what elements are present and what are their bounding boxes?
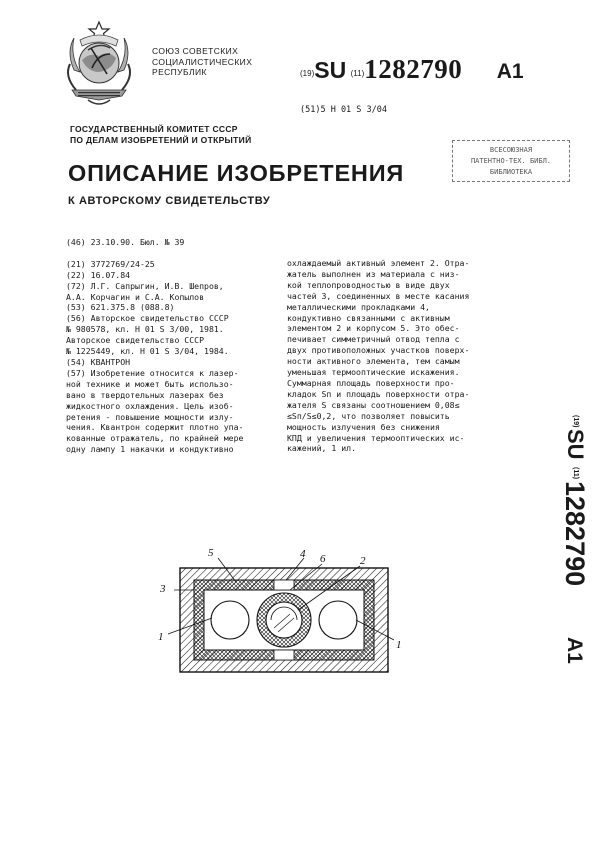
stamp-line: ПАТЕНТНО-ТЕХ. БИБЛ.	[470, 157, 552, 165]
patent-number-header	[300, 54, 524, 85]
text-line: вано в твердотельных лазерах без	[66, 389, 224, 400]
country-name	[152, 46, 252, 78]
vertical-patent-number	[552, 415, 590, 675]
country-line: РЕСПУБЛИК	[152, 67, 207, 77]
patent-number: 1282790	[364, 54, 463, 84]
figure-label-3: 3	[160, 583, 166, 595]
text-line	[66, 248, 243, 259]
text-line: кондуктивно связанными с активным	[287, 312, 450, 323]
document-subtitle: К АВТОРСКОМУ СВИДЕТЕЛЬСТВУ	[68, 195, 271, 207]
vertical-country-code: SU	[563, 429, 588, 460]
committee-name	[70, 124, 251, 146]
text-line: КПД и увеличения термооптических ис-	[287, 432, 465, 443]
text-line: жателя S связаны соотношением 0,08≤	[287, 399, 460, 410]
figure-label-6: 6	[320, 553, 326, 565]
document-title: ОПИСАНИЕ ИЗОБРЕТЕНИЯ	[68, 160, 405, 186]
text-line: (21) 3772769/24-25	[66, 258, 155, 269]
text-line: жатель выполнен из материала с низ-	[287, 268, 460, 279]
text-line: (46) 23.10.90. Бюл. № 39	[66, 237, 185, 247]
text-line: (72) Л.Г. Сапрыгин, И.В. Шепров,	[66, 280, 224, 291]
ussr-emblem-icon	[58, 18, 140, 110]
spacer-bottom	[274, 650, 294, 660]
text-line: Авторское свидетельство СССР	[66, 335, 205, 346]
abstract-column	[287, 258, 469, 454]
text-line: печивает симметричный отвод тепла с	[287, 334, 460, 345]
bibliographic-column	[66, 237, 243, 455]
text-line: ≤Sп/S≤0,2, что позволяет повысить	[287, 410, 450, 421]
text-line: кованные отражатель, по крайней мере	[66, 433, 244, 444]
vertical-inid-19: (19)	[572, 415, 579, 428]
library-stamp	[452, 140, 570, 182]
country-line: СОЦИАЛИСТИЧЕСКИХ	[152, 56, 253, 67]
vertical-kind-code: A1	[563, 637, 586, 664]
country-code: SU	[314, 57, 347, 83]
text-line: частей 3, соединенных в месте касания	[287, 290, 470, 301]
committee-line: ПО ДЕЛАМ ИЗОБРЕТЕНИЙ И ОТКРЫТИЙ	[70, 135, 252, 145]
text-line: № 980578, кл. Н 01 S 3/00, 1981.	[66, 324, 224, 335]
text-line: чения. Квантрон содержит плотно упа-	[66, 422, 244, 433]
pump-lamp-left	[211, 601, 249, 639]
text-line: кой теплопроводностью в виде двух	[287, 279, 450, 290]
text-line: одну лампу 1 накачки и кондуктивно	[66, 444, 234, 455]
pump-lamp-right	[319, 601, 357, 639]
text-line: двух противоположных участков поверх-	[287, 345, 470, 356]
text-line: элементом 2 и корпусом 5. Это обес-	[287, 323, 460, 334]
text-line: (22) 16.07.84	[66, 269, 131, 280]
text-line: ретения - повышение мощности излу-	[66, 411, 234, 422]
figure-label-1-left: 1	[158, 631, 164, 643]
text-line: кажений, 1 ил.	[287, 443, 357, 454]
committee-line: ГОСУДАРСТВЕННЫЙ КОМИТЕТ СССР	[70, 124, 238, 134]
spacer-top	[274, 580, 294, 590]
kind-code: A1	[496, 60, 524, 83]
text-line: ности активного элемента, тем самым	[287, 356, 460, 367]
quantron-drawing	[150, 540, 410, 680]
text-line: (53) 621.375.8 (088.8)	[66, 302, 175, 313]
text-line: (54) КВАНТРОН	[66, 356, 131, 367]
text-line: уменьшая термооптические искажения.	[287, 367, 460, 378]
figure-label-1-right: 1	[396, 639, 402, 651]
inid-code-11: (11)	[350, 69, 365, 78]
text-line: жидкостного охлаждения. Цель изоб-	[66, 400, 234, 411]
text-line: Суммарная площадь поверхности про-	[287, 377, 455, 388]
stamp-line: ВСЕСОЮЗНАЯ	[489, 146, 533, 154]
vertical-inid-11: (11)	[572, 467, 579, 480]
text-line: мощность излучения без снижения	[287, 421, 440, 432]
text-line: № 1225449, кл. Н 01 S 3/04, 1984.	[66, 346, 229, 357]
text-line: (57) Изобретение относится к лазер-	[66, 367, 239, 378]
country-line: СОЮЗ СОВЕТСКИХ	[152, 46, 239, 56]
text-line: ной технике и может быть использо-	[66, 378, 234, 389]
stamp-line: БИБЛИОТЕКА	[489, 168, 533, 176]
ipc-classification: (51)5 H 01 S 3/04	[300, 105, 387, 115]
figure-label-4: 4	[300, 548, 306, 560]
inid-code-19: (19)	[300, 69, 315, 78]
text-line: охлаждаемый активный элемент 2. Отра-	[287, 258, 470, 268]
text-line: А.А. Корчагин и С.А. Копылов	[66, 291, 205, 302]
figure-label-2: 2	[360, 555, 366, 567]
text-line: металлическими прокладками 4,	[287, 301, 430, 312]
vertical-patent-number-text: 1282790	[560, 481, 590, 587]
figure-label-5: 5	[208, 547, 214, 559]
text-line: кладок Sп и площадь поверхности отра-	[287, 388, 470, 399]
text-line: (56) Авторское свидетельство СССР	[66, 313, 229, 324]
